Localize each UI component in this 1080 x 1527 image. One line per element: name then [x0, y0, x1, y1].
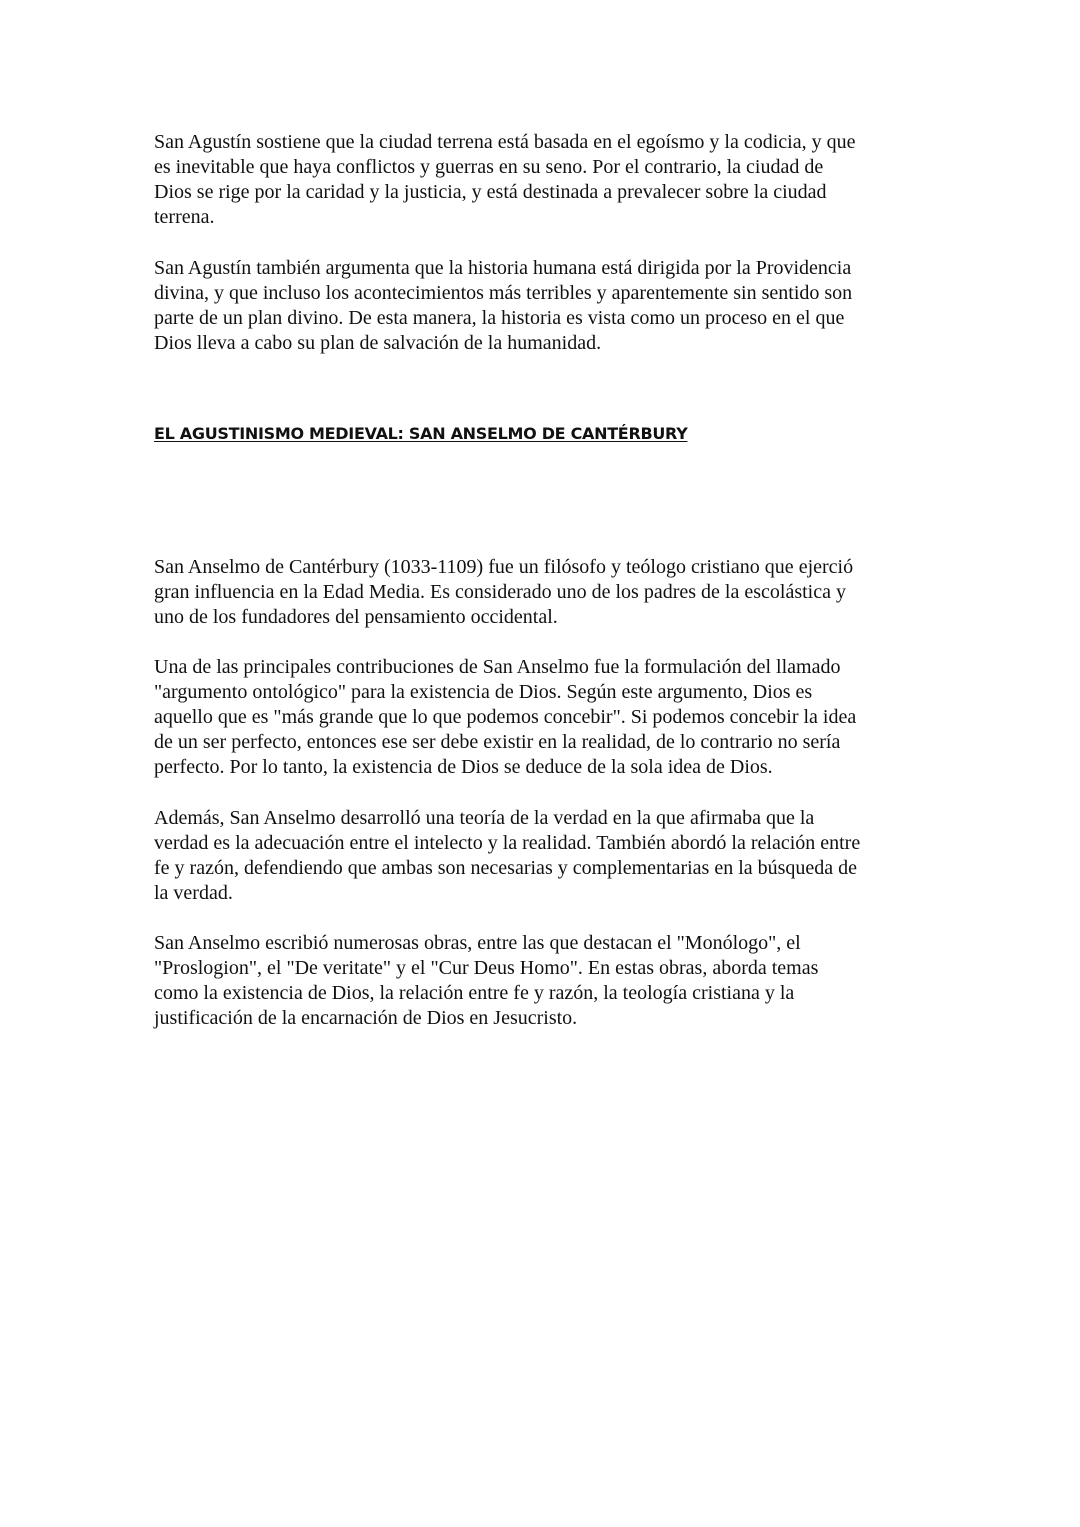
text-line: como la existencia de Dios, la relación entre fe y razón, la teología cristiana y la [154, 982, 795, 1004]
text-line: San Anselmo escribió numerosas obras, entre las que destacan el "Monólogo", el [154, 932, 801, 954]
text-line: San Agustín sostiene que la ciudad terrena está basada en el egoísmo y la codicia, y que [154, 131, 856, 153]
paragraph-teoria-verdad [154, 806, 934, 906]
text-line: Además, San Anselmo desarrolló una teoría de la verdad en la que afirmaba que la [154, 807, 815, 829]
text-line: aquello que es "más grande que lo que podemos concebir". Si podemos concebir la idea [154, 706, 857, 728]
paragraph-obras [154, 931, 934, 1031]
text-line: parte de un plan divino. De esta manera, la historia es vista como un proceso en el que [154, 307, 845, 329]
text-line: Una de las principales contribuciones de San Anselmo fue la formulación del llamado [154, 656, 841, 678]
paragraph-ciudad-terrena [154, 130, 934, 230]
text-line: Dios lleva a cabo su plan de salvación de la humanidad. [154, 332, 602, 354]
text-line: gran influencia en la Edad Media. Es considerado uno de los padres de la escolástica y [154, 581, 846, 603]
text-line: la verdad. [154, 882, 233, 904]
text-line: Dios se rige por la caridad y la justicia, y está destinada a prevalecer sobre la ciudad [154, 181, 827, 203]
text-line: "Proslogion", el "De veritate" y el "Cur Deus Homo". En estas obras, aborda temas [154, 957, 819, 979]
section-heading: EL AGUSTINISMO MEDIEVAL: SAN ANSELMO DE CANTÉRBURY [154, 424, 688, 443]
paragraph-providencia [154, 256, 934, 356]
text-line: terrena. [154, 206, 215, 228]
text-line: perfecto. Por lo tanto, la existencia de Dios se deduce de la sola idea de Dios. [154, 756, 773, 778]
text-line: San Anselmo de Cantérbury (1033-1109) fue un filósofo y teólogo cristiano que ejerció [154, 556, 854, 578]
paragraph-biografia [154, 555, 934, 630]
text-line: es inevitable que haya conflictos y guerras en su seno. Por el contrario, la ciudad de [154, 156, 824, 178]
text-line: uno de los fundadores del pensamiento occidental. [154, 606, 558, 628]
text-line: fe y razón, defendiendo que ambas son necesarias y complementarias en la búsqueda de [154, 857, 858, 879]
text-line: de un ser perfecto, entonces ese ser debe existir en la realidad, de lo contrario no sería [154, 731, 841, 753]
paragraph-argumento-ontologico [154, 655, 934, 780]
text-line: divina, y que incluso los acontecimientos más terribles y aparentemente sin sentido son [154, 282, 853, 304]
text-line: "argumento ontológico" para la existencia de Dios. Según este argumento, Dios es [154, 681, 813, 703]
text-line: verdad es la adecuación entre el intelecto y la realidad. También abordó la relación entre [154, 832, 861, 854]
text-line: San Agustín también argumenta que la historia humana está dirigida por la Providencia [154, 257, 852, 279]
text-line: justificación de la encarnación de Dios en Jesucristo. [154, 1007, 578, 1029]
